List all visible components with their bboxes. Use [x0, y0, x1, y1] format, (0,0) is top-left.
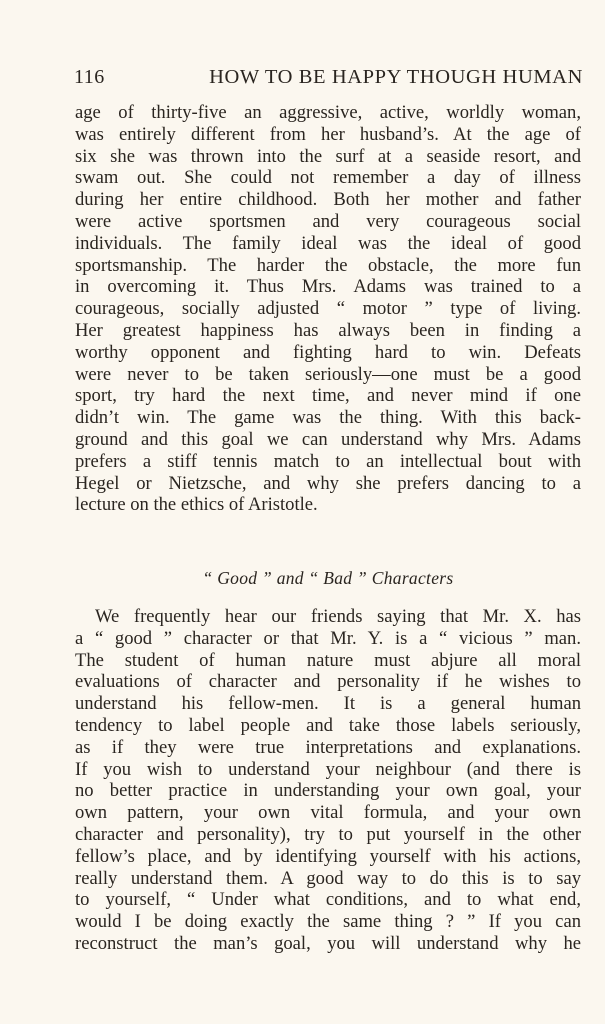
heading-characters: Characters	[371, 568, 454, 588]
text-line: individuals. The family ideal was the ideal of good	[75, 232, 581, 254]
text-line: Hegel or Nietzsche, and why she prefers dancing to a	[75, 472, 581, 494]
text-line: six she was thrown into the surf at a seaside resort, and	[75, 145, 581, 167]
text-line: lecture on the ethics of Aristotle.	[75, 494, 318, 516]
text-line: age of thirty-five an aggressive, active, worldly woman,	[75, 102, 581, 123]
text-line: The student of human nature must abjure all moral	[75, 649, 581, 671]
text-line: fellow’s place, and by identifying yourself with his actions,	[75, 845, 581, 867]
heading-bad: “ Bad ”	[308, 568, 368, 588]
text-line: were active sportsmen and very courageous social	[75, 210, 581, 232]
text-line: evaluations of character and personality if he wishes to	[75, 671, 581, 693]
text-line: in overcoming it. Thus Mrs. Adams was trained to a	[75, 276, 581, 298]
text-line: reconstruct the man’s goal, you will understand why he	[75, 932, 581, 954]
text-line: no better practice in understanding your own goal, your	[75, 780, 581, 802]
section-heading	[75, 568, 581, 589]
text-line: own pattern, your own vital formula, and your own	[75, 802, 581, 824]
text-line: sportsmanship. The harder the obstacle, the more fun	[75, 254, 581, 276]
text-line: understand his fellow-men. It is a general human	[75, 693, 581, 715]
text-line: to yourself, “ Under what conditions, and to what end,	[75, 889, 581, 911]
text-line: We frequently hear our friends saying that Mr. X. has	[95, 606, 581, 627]
heading-and: and	[276, 568, 304, 588]
running-title: HOW TO BE HAPPY THOUGH HUMAN	[209, 66, 583, 88]
text-line: swam out. She could not remember a day of illness	[75, 167, 581, 189]
text-line: as if they were true interpretations and explanations.	[75, 736, 581, 758]
paragraph-1	[75, 102, 581, 516]
text-line: worthy opponent and fighting hard to win. Defeats	[75, 341, 581, 363]
page-number: 116	[74, 66, 105, 88]
text-line: If you wish to understand your neighbour (and there is	[75, 758, 581, 780]
text-line: really understand them. A good way to do this is to say	[75, 867, 581, 889]
text-line: prefers a stiff tennis match to an intellectual bout with	[75, 450, 581, 472]
text-line: character and personality), try to put yourself in the other	[75, 823, 581, 845]
text-line: Her greatest happiness has always been in finding a	[75, 319, 581, 341]
text-line: would I be doing exactly the same thing ? ” If you can	[75, 911, 581, 933]
text-line: was entirely different from her husband’s. At the age of	[75, 123, 581, 145]
paragraph-2	[75, 606, 581, 955]
text-line: during her entire childhood. Both her mother and father	[75, 189, 581, 211]
text-line: tendency to label people and take those labels seriously,	[75, 714, 581, 736]
text-line: ground and this goal we can understand why Mrs. Adams	[75, 428, 581, 450]
text-line: didn’t win. The game was the thing. With this back-	[75, 407, 581, 429]
text-line: were never to be taken seriously—one must be a good	[75, 363, 581, 385]
running-head	[74, 66, 583, 96]
text-line: a “ good ” character or that Mr. Y. is a “ vicious ” man.	[75, 627, 581, 649]
heading-good: “ Good ”	[202, 568, 273, 588]
text-line: courageous, socially adjusted “ motor ” type of living.	[75, 298, 581, 320]
text-line: sport, try hard the next time, and never mind if one	[75, 385, 581, 407]
